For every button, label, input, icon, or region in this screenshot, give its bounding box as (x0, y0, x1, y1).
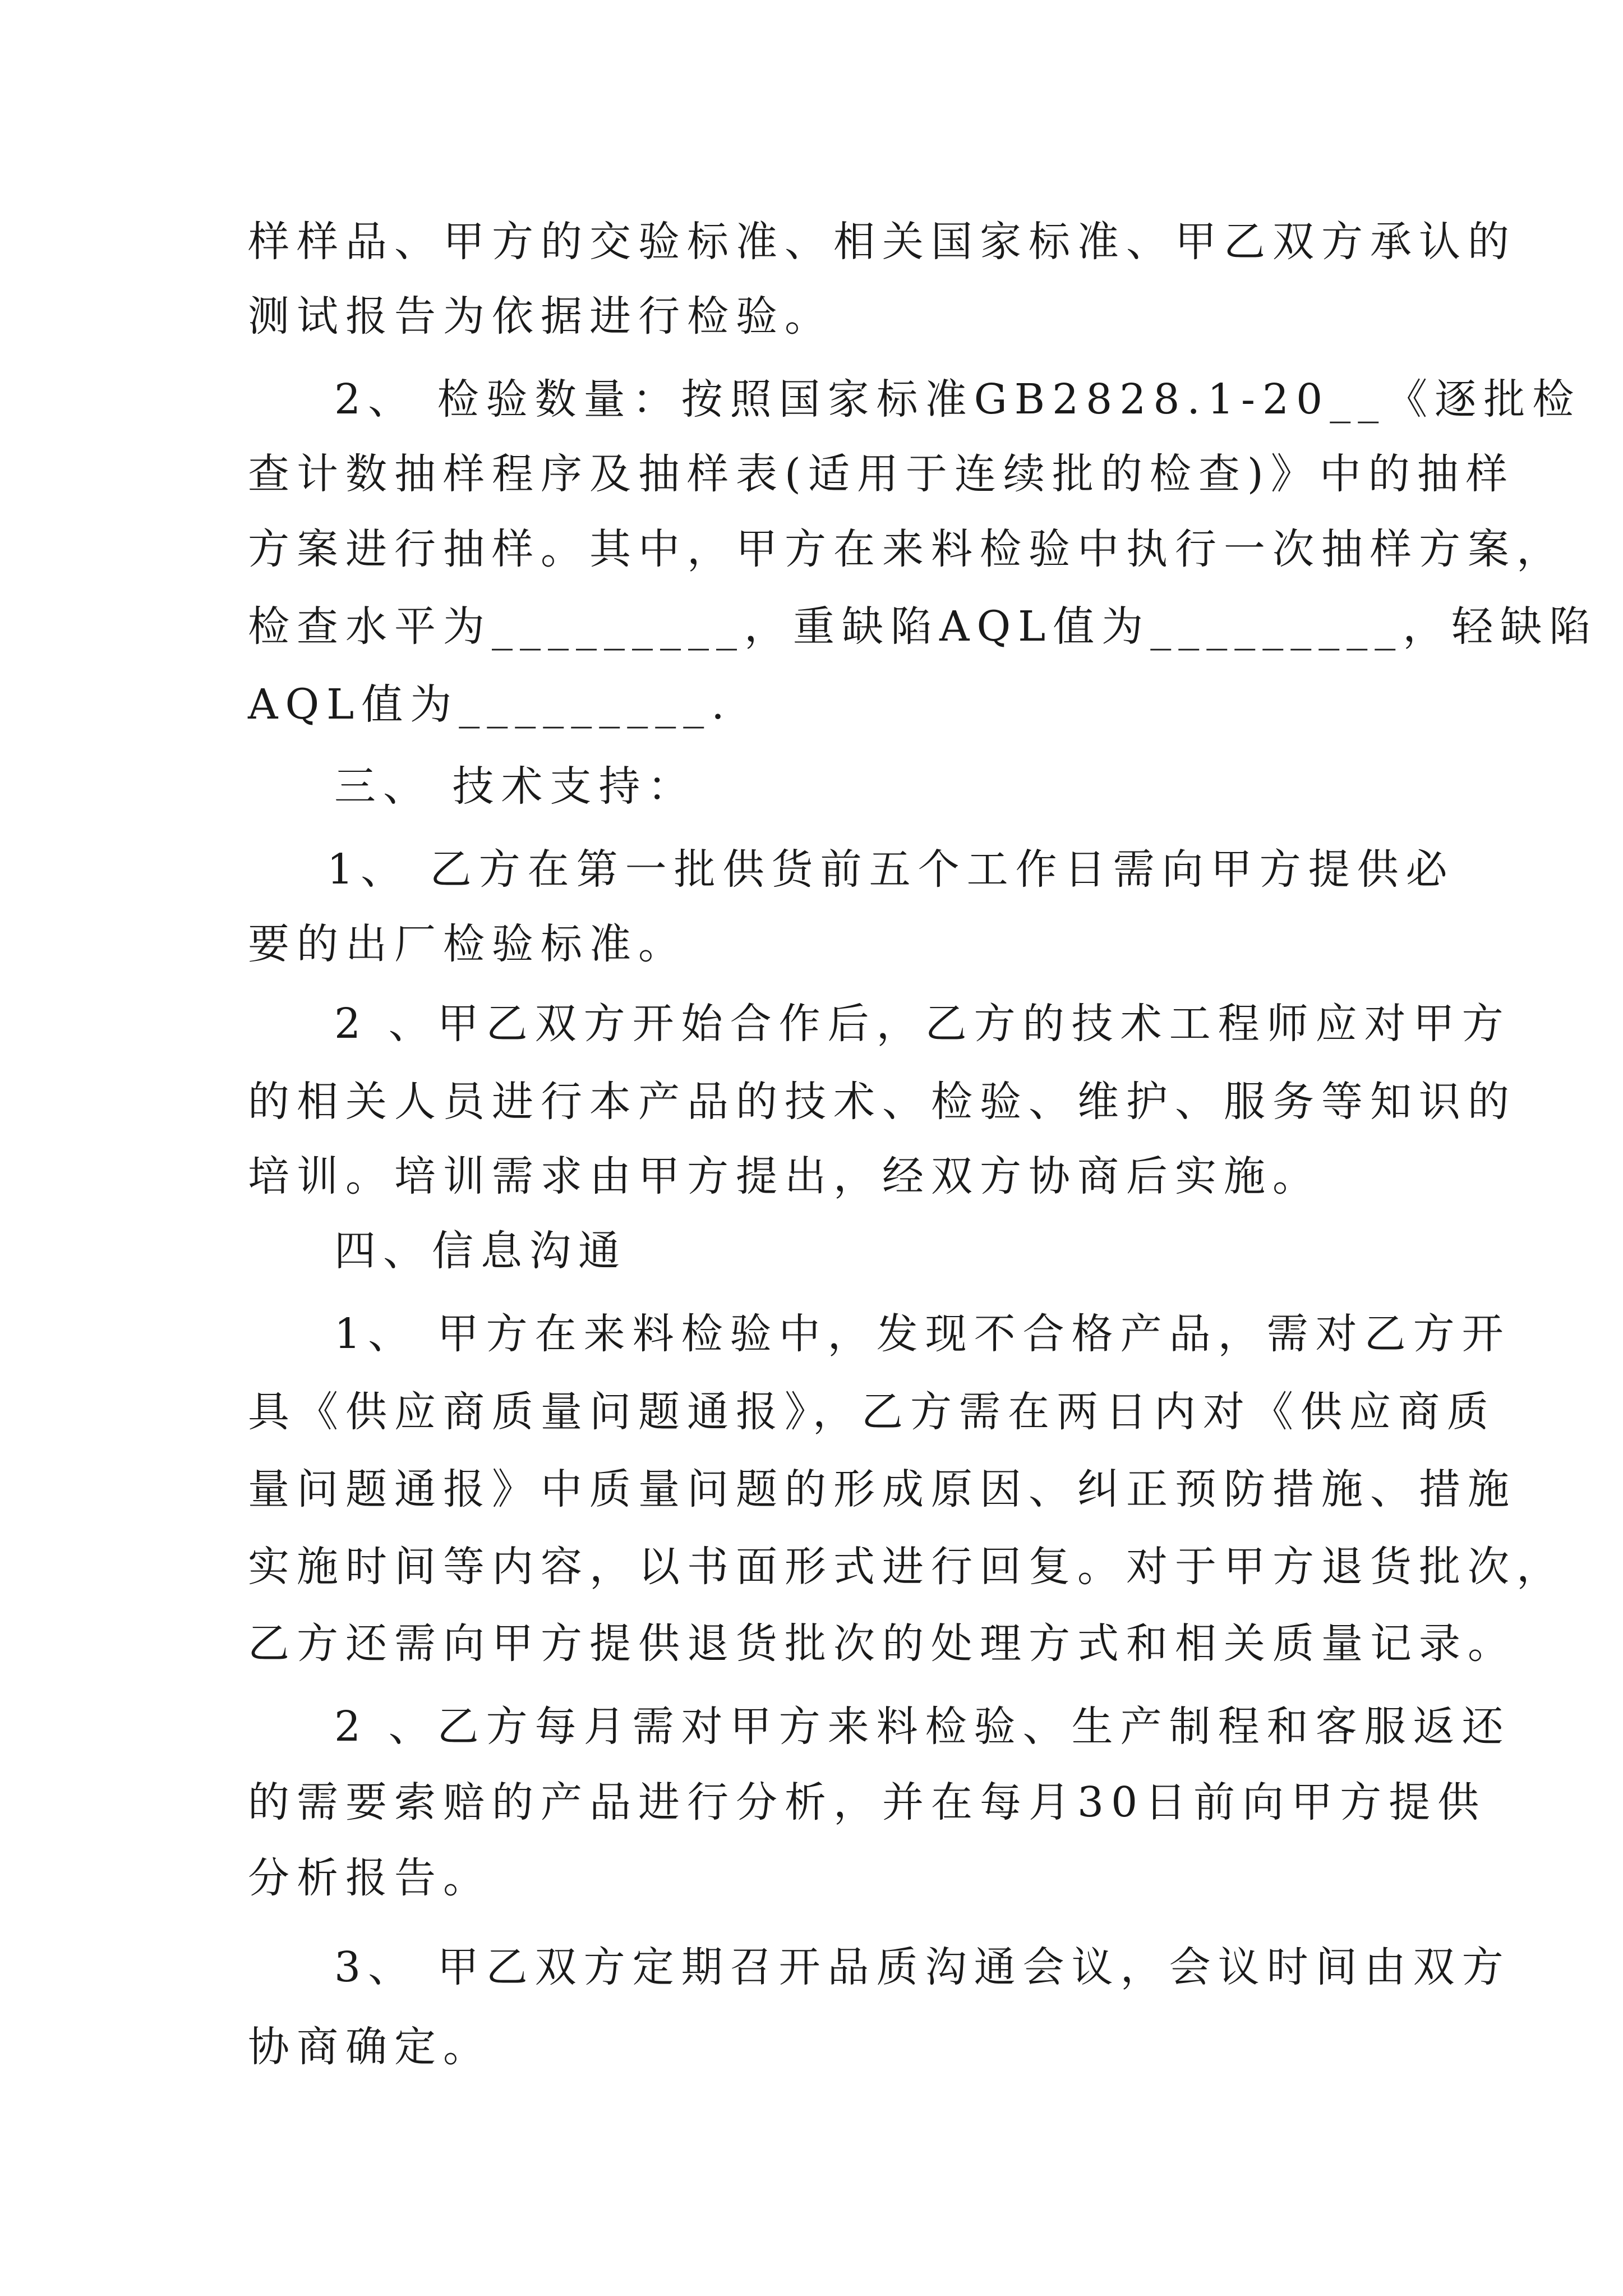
text-line: 方案进行抽样。其中，甲方在来料检验中执行一次抽样方案， (248, 525, 1565, 573)
text-line: 要的出厂检验标准。 (248, 920, 687, 968)
text-line: 分析报告。 (248, 1854, 492, 1902)
text-line: 实施时间等内容，以书面形式进行回复。对于甲方退货批次， (248, 1543, 1565, 1591)
text-line: 1、 乙方在第一批供货前五个工作日需向甲方提供必 (327, 845, 1455, 894)
text-line: 具《供应商质量问题通报》，乙方需在两日内对《供应商质 (248, 1388, 1496, 1436)
text-line: 的相关人员进行本产品的技术、检验、维护、服务等知识的 (248, 1078, 1516, 1126)
text-line: 测试报告为依据进行检验。 (248, 292, 833, 341)
text-line: 量问题通报》中质量问题的形成原因、纠正预防措施、措施 (248, 1465, 1516, 1513)
text-line: 查计数抽样程序及抽样表(适用于连续批的检查)》中的抽样 (248, 450, 1515, 498)
text-line: AQL值为_________. (248, 680, 732, 729)
text-line: 2 、乙方每月需对甲方来料检验、生产制程和客服返还 (334, 1703, 1511, 1751)
text-line: 协商确定。 (248, 2023, 492, 2071)
text-line: 样样品、甲方的交验标准、相关国家标准、甲乙双方承认的 (248, 218, 1516, 266)
text-line: 乙方还需向甲方提供退货批次的处理方式和相关质量记录。 (248, 1619, 1516, 1668)
text-line: 2 、甲乙双方开始合作后，乙方的技术工程师应对甲方 (334, 1000, 1511, 1048)
section-heading: 四、信息沟通 (334, 1227, 627, 1275)
text-line: 2、 检验数量：按照国家标准GB2828.1-20__《逐批检 (334, 375, 1581, 424)
text-line: 3、 甲乙双方定期召开品质沟通会议，会议时间由双方 (334, 1943, 1511, 1991)
text-line: 检查水平为_________，重缺陷AQL值为_________，轻缺陷 (248, 602, 1598, 651)
text-line: 1、 甲方在来料检验中，发现不合格产品，需对乙方开 (334, 1310, 1511, 1358)
section-heading: 三、 技术支持： (334, 762, 697, 811)
text-line: 培训。培训需求由甲方提出，经双方协商后实施。 (248, 1152, 1321, 1200)
text-line: 的需要索赔的产品进行分析，并在每月30日前向甲方提供 (248, 1778, 1487, 1826)
